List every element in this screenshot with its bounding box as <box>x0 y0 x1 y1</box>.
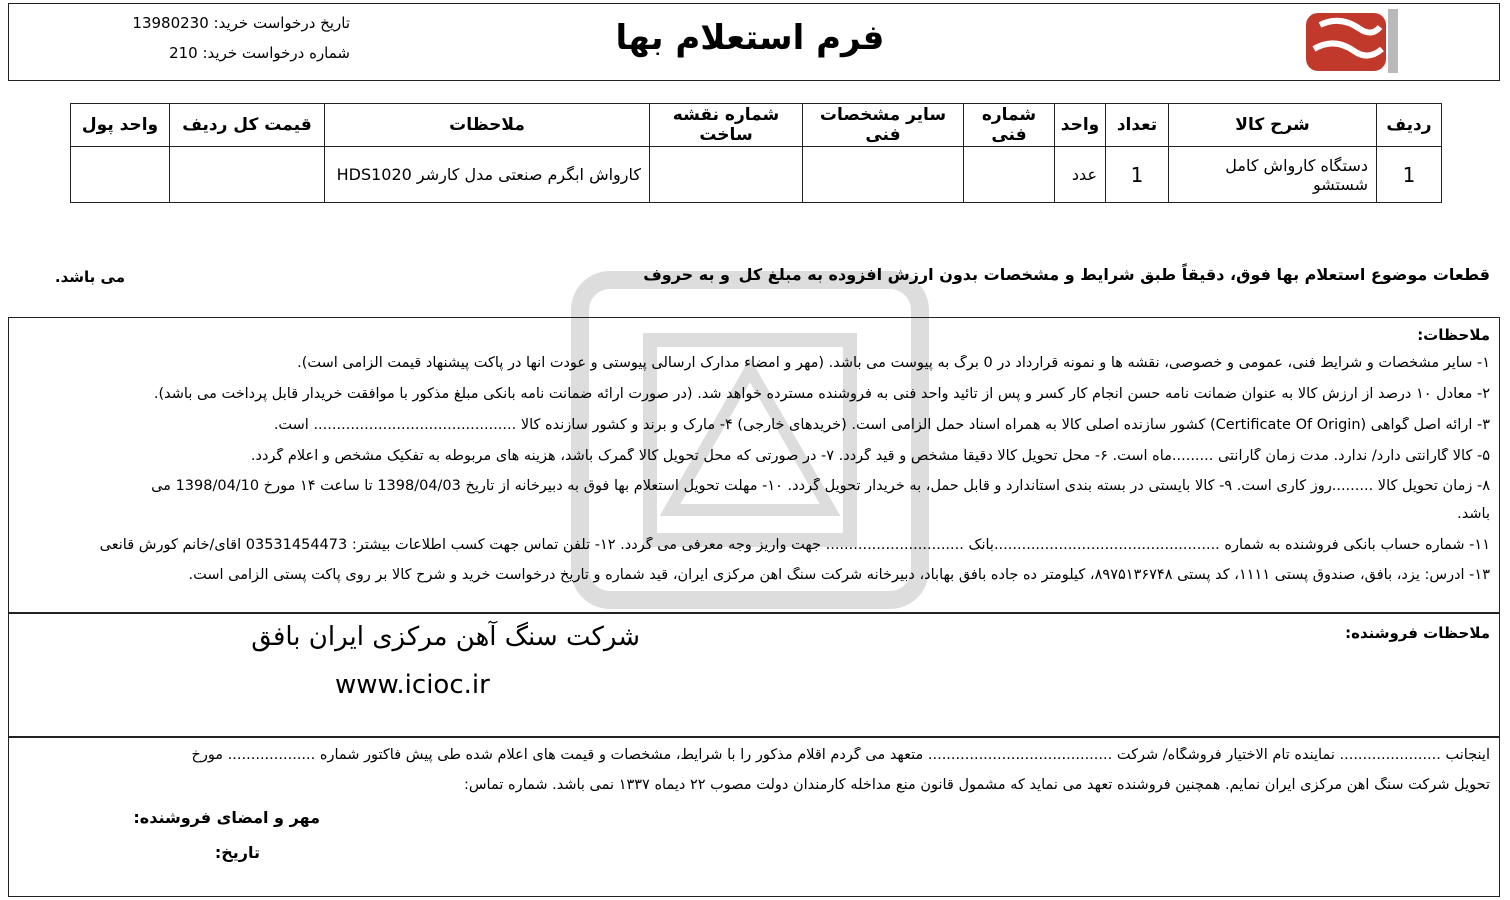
note-line-7: ۱۳- آدرس: یزد، بافق، صندوق پستی ۱۱۱۱، کد پستی ۸۹۷۵۱۳۶۷۴۸، کیلومتر ده جاده بافق بهاباد، دبیرخانه شرکت سنگ آهن مرکزی ایران، قید شماره و تاریخ درخواست خرید و شرح کالا بر روی پاکت پستی الزامی است. <box>188 567 1490 583</box>
row-tech-number <box>964 147 1055 203</box>
statement-part3: می باشد. <box>54 268 125 286</box>
note-line-3: ۳- ارائه اصل گواهی (Certificate Of Origin) کشور سازنده اصلی کالا به همراه اسناد حمل الزامی است. (خریدهای خارجی) ۴- مارک و برند و کشور سازنده کالا ............................................ است. <box>273 417 1490 433</box>
table-header-row <box>71 104 1442 147</box>
company-logo-icon <box>1300 5 1400 75</box>
col-drawing-number: شماره نقشه ساخت <box>650 104 803 147</box>
commitment-line-2: تحویل شرکت سنگ آهن مرکزی ایران نمایم. همچنین فروشنده تعهد می نماید که مشمول قانون منع مداخله کارمندان دولت مصوب ۲۲ دیماه ۱۳۳۷ نمی باشد. شماره تماس: <box>463 777 1490 793</box>
col-unit: واحد <box>1055 104 1106 147</box>
note-line-5: ۸- زمان تحویل کالا .........روز کاری است. ۹- کالا بایستی در بسته بندی استاندارد و قابل حمل، به خریدار تحویل گردد. ۱۰- مهلت تحویل استعلام بها فوق به دبیرخانه از تاریخ 1398/04/03 تا ساعت ۱۴ مورخ 1398/04/10 می <box>151 478 1490 494</box>
purchase-number-value: 210 <box>169 44 198 62</box>
seller-title: ملاحظات فروشنده: <box>1345 624 1490 642</box>
page-title: فرم استعلام بها <box>615 18 885 58</box>
purchase-date-row <box>110 14 350 32</box>
purchase-date-label: تاریخ درخواست خرید: <box>213 14 350 32</box>
col-description: شرح کالا <box>1169 104 1377 147</box>
col-currency: واحد پول <box>71 104 170 147</box>
col-index: ردیف <box>1377 104 1442 147</box>
note-line-6: ۱۱- شماره حساب بانکی فروشنده به شماره .................................................بانک .............................. جهت واریز وجه معرفی می گردد. ۱۲- تلفن تماس جهت کسب اطلاعات بیشتر: 03531454473 آقای/خانم کورش قانعی <box>99 537 1490 553</box>
purchase-number-label: شماره درخواست خرید: <box>202 44 350 62</box>
col-remarks: ملاحظات <box>325 104 650 147</box>
note-line-2: ۲- معادل ۱۰ درصد از ارزش کالا به عنوان ضمانت نامه حسن انجام کار کسر و پس از تائید واحد فنی به فروشنده مسترده خواهد شد. (در صورت ارائه ضمانت نامه بانکی مبلغ مذکور با موافقت خریدار قابل پرداخت می باشد). <box>153 386 1490 402</box>
seller-company: شرکت سنگ آهن مرکزی ایران بافق <box>251 622 640 652</box>
row-total-price <box>170 147 325 203</box>
commitment-line-1: اینجانب ...................... نماینده تام الاختیار فروشگاه/ شرکت ........................................ متعهد می گردم اقلام مذکور را با شرایط، مشخصات و قیمت های اعلام شده طی پیش فاکتور شماره ................... مورخ <box>191 747 1490 763</box>
row-remarks: کارواش ابگرم صنعتی مدل کارشر HDS1020 <box>325 147 650 203</box>
table-row <box>71 147 1442 203</box>
purchase-number-row <box>110 44 350 62</box>
row-unit: عدد <box>1055 147 1106 203</box>
note-line-4: ۵- کالا گارانتی دارد/ ندارد. مدت زمان گارانتی .........ماه است. ۶- محل تحویل کالا دقیقاً مشخص و قید گردد. ۷- در صورتی که محل تحویل کالا گمرک باشد، هزینه های مربوطه به تفکیک مشخص و اعلام گردد. <box>250 448 1490 464</box>
note-line-1: ۱- سایر مشخصات و شرایط فنی، عمومی و خصوصی، نقشه ها و نمونه قرارداد در 0 برگ به پیوست می باشد. (مهر و امضاء مدارک ارسالی پیوستی و عودت آنها در پاکت پیشنهاد قیمت الزامی است). <box>297 355 1490 371</box>
items-table <box>70 103 1442 203</box>
row-index: 1 <box>1377 147 1442 203</box>
row-description: دستگاه کارواش کامل شستشو <box>1169 147 1377 203</box>
statement-part2: و به حروف <box>643 265 730 284</box>
col-quantity: تعداد <box>1106 104 1169 147</box>
seller-website: www.icioc.ir <box>335 670 490 700</box>
row-drawing-number <box>650 147 803 203</box>
row-other-specs <box>803 147 964 203</box>
note-line-5-cont: باشد. <box>1457 506 1490 522</box>
row-currency <box>71 147 170 203</box>
signature-label: مهر و امضای فروشنده: <box>133 808 320 827</box>
purchase-date-value: 13980230 <box>132 14 209 32</box>
statement-part1: قطعات موضوع استعلام بها فوق، دقیقاً طبق شرایط و مشخصات بدون ارزش افزوده به مبلغ کل <box>738 265 1490 284</box>
notes-title: ملاحظات: <box>1417 326 1490 344</box>
date-label: تاریخ: <box>214 843 260 862</box>
col-total-price: قیمت کل ردیف <box>170 104 325 147</box>
row-quantity: 1 <box>1106 147 1169 203</box>
col-other-specs: سایر مشخصات فنی <box>803 104 964 147</box>
col-tech-number: شماره فنی <box>964 104 1055 147</box>
